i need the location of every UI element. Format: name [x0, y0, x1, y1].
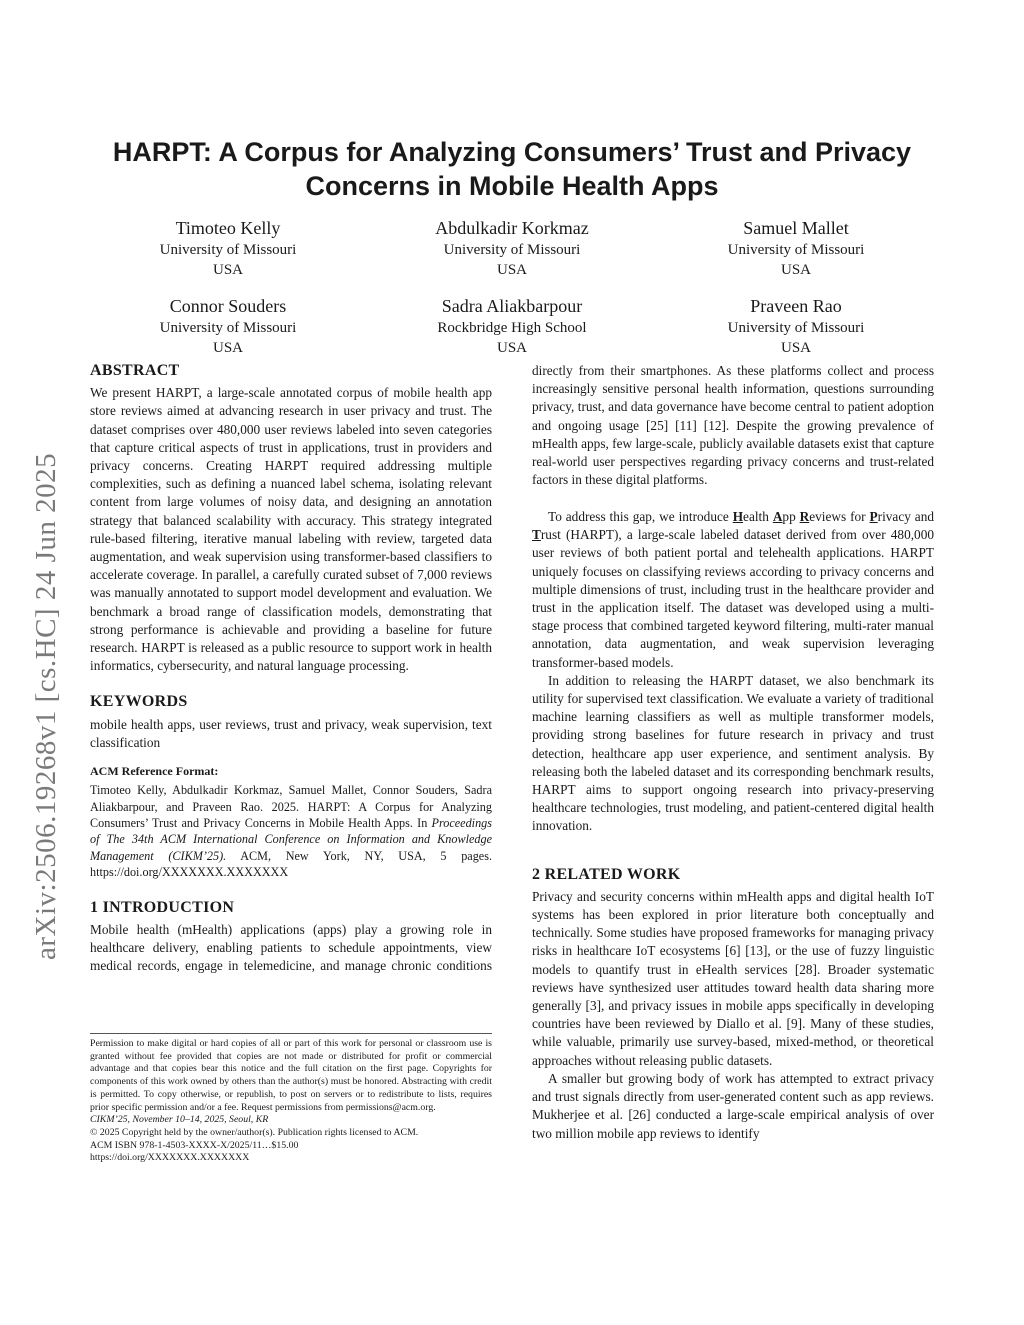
keywords-text: mobile health apps, user reviews, trust and privacy, weak supervision, text classification — [90, 716, 492, 750]
acronym-t: T — [532, 527, 541, 543]
related-work-paragraph-2: A smaller but growing body of work has attempted to extract privacy and trust signals directly from user-generated content such as app reviews. Mukherjee et al. [26] conducted a large-scale empirical analysis of over two million mobile app reviews to identify — [532, 1070, 934, 1141]
author-name: Praveen Rao — [750, 296, 842, 316]
introduction-heading: 1 INTRODUCTION — [90, 898, 235, 916]
keywords-heading: KEYWORDS — [90, 693, 188, 711]
author-affiliation: University of Missouri — [727, 320, 865, 336]
isbn: ACM ISBN 978-1-4503-XXXX-X/2025/11…$15.00 — [90, 1139, 299, 1151]
conference-info: CIKM’25, November 10–14, 2025, Seoul, KR — [90, 1114, 269, 1126]
left-column — [90, 362, 492, 975]
author-row — [88, 216, 936, 280]
permission-notice: Permission to make digital or hard copies of all or part of this work for personal or classroom use is granted without fee provided that copies are not made or distributed for profit or commercial advantage and that copies bear this notice and the full citation on the first page. Copyrights for components of this work owned by others than the author(s) must be honored. Abstracting with credit is permitted. To copy otherwise, or republish, to post on servers or to redistribute to lists, requires prior specific permission and/or a fee. Request permissions from permissions@acm.org. — [90, 1038, 492, 1113]
author-name: Timoteo Kelly — [175, 218, 281, 238]
right-column — [532, 362, 934, 1143]
acm-reference-venue: Proceedings of The 34th ACM International Conference on Information and Knowledge Management (CIKM’25). — [90, 816, 492, 863]
author-country: USA — [212, 340, 243, 356]
author-country: USA — [496, 340, 527, 356]
intro-p2-lead: To address this gap, we introduce — [548, 509, 733, 524]
acronym-p: P — [869, 509, 878, 524]
introduction-paragraph-1: Mobile health (mHealth) applications (apps) play a growing role in healthcare delivery, enabling patients to schedule appointments, view medical records, engage in telemedicine, and manage chronic conditions — [90, 921, 492, 974]
author-affiliation: University of Missouri — [159, 320, 297, 336]
introduction-paragraph-1-overflow: directly from their smartphones. As these platforms collect and process increasingly sensitive personal health information, questions surrounding privacy, trust, and data governance have become central to patient adoption and ongoing usage [25] [11] [12]. Despite the growing prevalence of mHealth apps, few large-scale, publicly available datasets exist that capture real-world user perspectives regarding privacy concerns and trust-related factors in these digital platforms. — [532, 363, 934, 488]
author-name: Samuel Mallet — [743, 218, 849, 238]
introduction-paragraph-1-continued — [532, 362, 934, 508]
introduction-paragraph-3: In addition to releasing the HARPT dataset, we also benchmark its utility for supervised text classification. We evaluate a variety of traditional machine learning classifiers as well as multiple transformer models, providing strong baselines for future research in privacy and trust detection, healthcare app user experience, and sentiment analysis. By releasing both the labeled dataset and its corresponding benchmark results, HARPT aims to support ongoing research into privacy-preserving healthcare technologies, trust modeling, and patient-centered digital health innovation. — [532, 672, 934, 834]
author-country: USA — [780, 262, 811, 278]
permission-footnote — [90, 1033, 492, 1165]
intro-p2-ealth: ealth — [743, 509, 773, 524]
paper-title: HARPT: A Corpus for Analyzing Consumers’ Trust and Privacy Concerns in Mobile Health Apps — [112, 137, 912, 201]
doi-link[interactable]: https://doi.org/XXXXXXX.XXXXXXX — [90, 1152, 250, 1164]
author-name: Sadra Aliakbarpour — [441, 296, 583, 316]
author — [372, 216, 652, 280]
author-name: Abdulkadir Korkmaz — [435, 218, 589, 238]
acronym-r: R — [799, 509, 810, 524]
acronym-h: H — [732, 509, 744, 524]
copyright-notice: © 2025 Copyright held by the owner/author(s). Publication rights licensed to ACM. — [90, 1126, 419, 1138]
author-country: USA — [496, 262, 527, 278]
author-country: USA — [212, 262, 243, 278]
intro-p2-rivacy: rivacy and — [877, 509, 934, 524]
author-name: Connor Souders — [169, 296, 287, 316]
intro-p2-eviews: eviews for — [809, 509, 870, 524]
author-affiliation: University of Missouri — [443, 242, 581, 258]
related-work-heading: 2 RELATED WORK — [532, 865, 681, 883]
acm-reference-publisher: ACM, New York, NY, USA, 5 pages. https://doi.org/XXXXXXX.XXXXXXX — [90, 848, 492, 880]
author-affiliation: Rockbridge High School — [437, 320, 587, 336]
introduction-paragraph-2 — [532, 508, 934, 672]
abstract-heading: ABSTRACT — [90, 362, 180, 379]
intro-p2-rest: rust (HARPT), a large-scale labeled dataset derived from over 480,000 user reviews of both patient portal and telehealth applications. HARPT uniquely focuses on classifying reviews according to privacy concerns and multiple dimensions of trust, including trust in the healthcare provider and trust in the application itself. The dataset was developed using a multi-stage process that combined targeted keyword filtering, multi-rater manual annotation, data augmentation, and weak supervision leveraging transformer-based models. — [532, 527, 934, 670]
author — [656, 294, 936, 358]
acm-reference-text — [90, 782, 492, 880]
author-country: USA — [780, 340, 811, 356]
intro-p2-pp: pp — [782, 509, 800, 524]
author-affiliation: University of Missouri — [727, 242, 865, 258]
author-block — [88, 216, 936, 372]
author — [88, 294, 368, 358]
author-row — [88, 294, 936, 358]
author — [88, 216, 368, 280]
author — [372, 294, 652, 358]
abstract-text: We present HARPT, a large-scale annotated corpus of mobile health app store reviews aimed at advancing research in user privacy and trust. The dataset comprises over 480,000 user reviews labeled into seven categories that capture critical aspects of trust in applications, trust in providers and privacy concerns. Creating HARPT required addressing multiple complexities, such as defining a nuanced label schema, isolating relevant content from large volumes of noisy data, and designing an annotation strategy that balanced scalability with accuracy. This strategy integrated rule-based filtering, iterative manual labeling with review, targeted data augmentation, and weak supervision using transformer-based classifiers to accelerate coverage. In parallel, a carefully curated subset of 7,000 reviews was manually annotated to support model development and evaluation. We benchmark a broad range of classification models, demonstrating that strong performance is achievable and providing a baseline for future research. HARPT is released as a public resource to support work in health informatics, cybersecurity, and natural language processing. — [90, 385, 492, 674]
related-work-paragraph-1: Privacy and security concerns within mHealth apps and digital health IoT systems has been explored in prior literature both conceptually and technically. Some studies have proposed frameworks for managing privacy risks in healthcare IoT ecosystems [6] [13], or the use of fuzzy linguistic models to quantify trust in eHealth services [28]. Broader systematic reviews have synthesized user attitudes toward health data sharing more generally [3], and privacy issues in mobile apps specifically in developing countries have been reviewed by Diallo et al. [9]. Many of these studies, while valuable, primarily use survey-based, mixed-method, or theoretical approaches without releasing public datasets. — [532, 888, 934, 1068]
acronym-a: A — [772, 509, 783, 524]
acm-reference-authors: Timoteo Kelly, Abdulkadir Korkmaz, Samuel Mallet, Connor Souders, Sadra Aliakbarpour, and Praveen Rao. 2025. HARPT: A Corpus for Analyzing Consumers’ Trust and Privacy Concerns in Mobile Health Apps. In — [90, 783, 492, 831]
arxiv-identifier: arXiv:2506.19268v1 [cs.HC] 24 Jun 2025 — [30, 452, 62, 960]
author-affiliation: University of Missouri — [159, 242, 297, 258]
acm-reference-heading: ACM Reference Format: — [90, 764, 219, 779]
author — [656, 216, 936, 280]
